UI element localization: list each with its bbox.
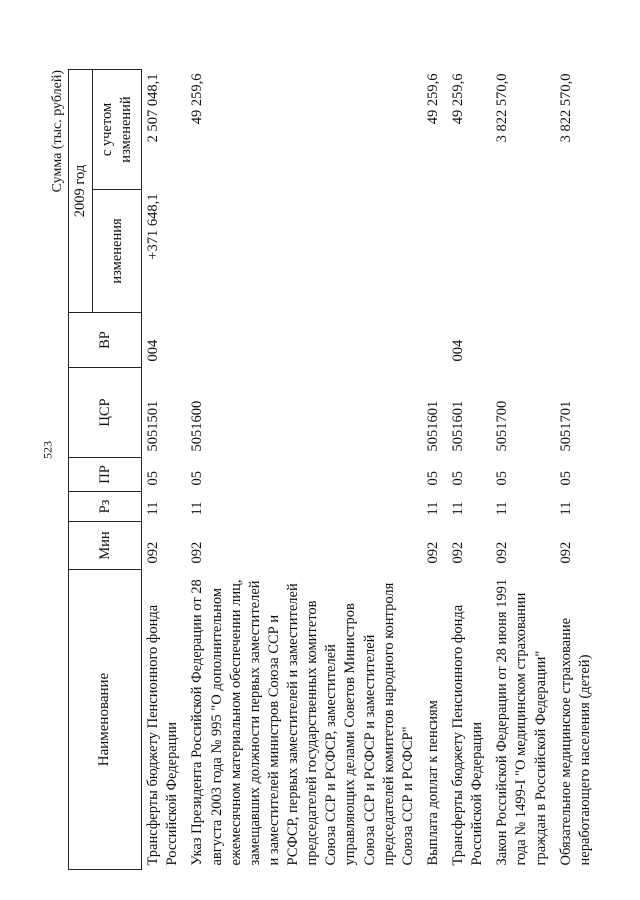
row-csr: 5051501 [145,400,162,452]
row-vr [491,313,554,368]
row-min: 092 [189,541,206,564]
row-min: 092 [494,541,511,564]
row-with-changes: 2 507 048,1 [145,73,162,143]
header-rz: Рз [69,492,142,522]
header-vr: ВР [69,313,142,368]
row-name: Закон Российской Федерации от 28 июня 1991 года № 1499-I "О медицинском страховании граждан в Российской Федерации" [494,578,549,866]
row-changes: +371 648,1 [145,193,162,260]
row-name: Указ Президента Российской Федерации от 28 августа 2003 года № 995 "О дополнительном ежемесячном материальном обеспечении лиц, замещавших должности первых заместителей и заместителей министров Союза ССР и РСФСР, первых заместителей и заместителей председателей государственных комитетов Союза ССР и РСФСР, заместителей управляющих делами Советов Министров Союза ССР и РСФСР и заместителей председателей комитетов народного контроля Союза ССР и РСФСР" [189,579,416,866]
header-name: Наименование [69,570,142,870]
row-rz: 11 [189,501,206,516]
header-pr: ПР [69,458,142,492]
row-csr: 5051701 [557,400,574,452]
header-csr: ЦСР [69,368,142,458]
row-changes [555,190,599,313]
row-rz: 11 [424,501,441,516]
table-row [142,69,187,869]
row-min: 092 [557,541,574,564]
row-vr [555,313,599,368]
row-vr [186,313,422,368]
units-caption: Сумма (тыс. рублей) [50,70,65,193]
header-year: 2009 год [69,69,93,312]
rotated-content [50,70,593,870]
row-with-changes: 49 259,6 [450,73,466,125]
row-name: Обязательное медицинское страхование неработающего населения (детей) [557,617,593,866]
row-rz: 11 [494,501,511,516]
row-pr: 05 [450,471,466,486]
row-csr: 5051700 [494,400,511,452]
header-with-changes: с учетом изменений [93,69,142,189]
row-pr: 05 [494,471,511,486]
table-row [555,69,599,869]
row-changes [491,190,554,313]
table-row [422,69,447,869]
row-min: 092 [145,541,162,564]
row-rz: 11 [557,501,574,516]
header-changes: изменения [93,190,142,313]
row-with-changes: 49 259,6 [424,73,441,125]
row-changes [422,190,447,313]
table-row [491,69,554,869]
row-pr: 05 [145,471,162,486]
row-pr: 05 [557,471,574,486]
page-number: 523 [40,441,55,459]
row-rz: 11 [145,501,162,516]
row-with-changes: 49 259,6 [189,73,206,125]
row-name: Выплата доплат к пенсиям [424,700,441,866]
row-vr: 004 [450,339,466,362]
table-header [69,69,142,869]
row-vr [422,313,447,368]
row-pr: 05 [189,471,206,486]
row-name: Трансферты бюджету Пенсионного фонда Российской Федерации [450,604,486,866]
header-min: Мин [69,522,142,570]
table-row [447,69,491,869]
row-with-changes: 3 822 570,0 [557,73,574,143]
budget-table [68,69,599,870]
row-csr: 5051601 [424,400,441,452]
row-csr: 5051601 [450,400,466,452]
row-min: 092 [450,541,466,564]
row-min: 092 [424,541,441,564]
row-with-changes: 3 822 570,0 [494,73,511,143]
row-changes [186,190,422,313]
row-name: Трансферты бюджету Пенсионного фонда Российской Федерации [145,604,181,866]
table-body [142,69,599,869]
row-changes [447,190,491,313]
row-pr: 05 [424,471,441,486]
row-rz: 11 [450,501,466,516]
table-row [186,69,422,869]
row-vr: 004 [145,339,162,362]
row-csr: 5051600 [189,400,206,452]
